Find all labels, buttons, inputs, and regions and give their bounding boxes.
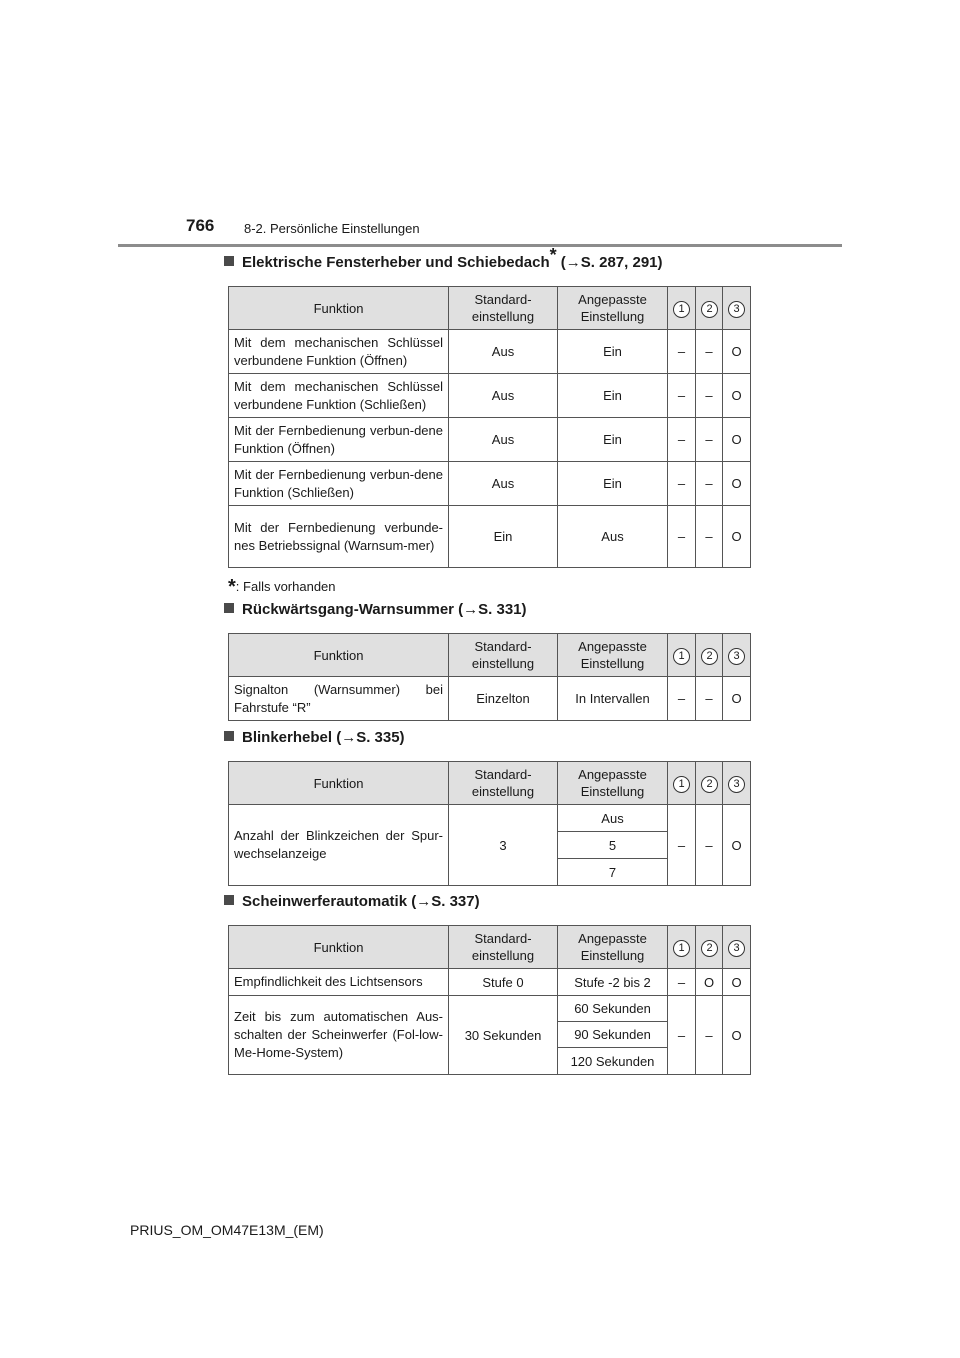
cell-default: Aus <box>449 418 558 462</box>
section-title: Elektrische Fensterheber und Schiebedach <box>242 254 550 271</box>
column-header-function: Funktion <box>229 287 449 330</box>
cell-c3: O <box>723 677 751 721</box>
cell-c1: – <box>668 969 696 996</box>
circled-3-icon: 3 <box>728 940 745 957</box>
section-title: Rückwärtsgang-Warnsummer <box>242 601 454 618</box>
section-heading-scheinwerferautomatik <box>224 893 480 910</box>
settings-table-blinkerhebel <box>228 761 751 886</box>
column-header-1 <box>668 762 696 805</box>
cell-c1: – <box>668 330 696 374</box>
cell-default: Aus <box>449 462 558 506</box>
cell-c2: – <box>696 506 723 568</box>
cell-c2: – <box>696 996 723 1075</box>
footnote-marker: * <box>549 245 557 265</box>
column-header-1 <box>668 287 696 330</box>
column-header-custom: Angepasste Einstellung <box>558 287 668 330</box>
cell-c2: – <box>696 374 723 418</box>
circled-1-icon: 1 <box>673 776 690 793</box>
header-divider <box>118 244 842 247</box>
cell-c3: O <box>723 506 751 568</box>
settings-table-warnsummer <box>228 633 751 721</box>
cell-custom: Ein <box>558 374 668 418</box>
section-heading-warnsummer <box>224 601 527 618</box>
cell-c1: – <box>668 805 696 886</box>
column-header-custom: Angepasste Einstellung <box>558 926 668 969</box>
column-header-2 <box>696 634 723 677</box>
cell-default: Einzelton <box>449 677 558 721</box>
cell-c3: O <box>723 969 751 996</box>
column-header-custom: Angepasste Einstellung <box>558 762 668 805</box>
table-row <box>229 996 751 1022</box>
section-heading-blinkerhebel <box>224 729 405 746</box>
square-bullet-icon <box>224 731 234 741</box>
square-bullet-icon <box>224 256 234 266</box>
column-header-3 <box>723 634 751 677</box>
cell-custom: 5 <box>558 832 668 859</box>
cell-c1: – <box>668 996 696 1075</box>
cell-custom: 60 Sekunden <box>558 996 668 1022</box>
section-heading-fensterheber <box>224 245 663 271</box>
column-header-2 <box>696 287 723 330</box>
cell-custom: Aus <box>558 805 668 832</box>
cell-default: Aus <box>449 374 558 418</box>
column-header-2 <box>696 762 723 805</box>
column-header-default: Standard-einstellung <box>449 926 558 969</box>
cell-function: Mit dem mechanischen Schlüssel verbundene Funktion (Schließen) <box>229 374 449 418</box>
column-header-2 <box>696 926 723 969</box>
column-header-3 <box>723 287 751 330</box>
column-header-function: Funktion <box>229 762 449 805</box>
table-header-row <box>229 287 751 330</box>
cell-c2: – <box>696 330 723 374</box>
cell-c2: – <box>696 677 723 721</box>
cell-custom: Aus <box>558 506 668 568</box>
cell-custom: 120 Sekunden <box>558 1048 668 1075</box>
section-reference: (→S. 331) <box>454 601 527 618</box>
cell-function: Zeit bis zum automatischen Aus-schalten der Scheinwerfer (Fol-low-Me-Home-System) <box>229 996 449 1075</box>
cell-c2: O <box>696 969 723 996</box>
table-header-row <box>229 926 751 969</box>
cell-function: Mit der Fernbedienung verbun-dene Funktion (Öffnen) <box>229 418 449 462</box>
circled-3-icon: 3 <box>728 648 745 665</box>
section-reference: (→S. 337) <box>407 893 480 910</box>
cell-function: Mit der Fernbedienung verbun-dene Funktion (Schließen) <box>229 462 449 506</box>
settings-table-scheinwerferautomatik <box>228 925 751 1075</box>
cell-custom: 90 Sekunden <box>558 1022 668 1048</box>
cell-custom: Stufe -2 bis 2 <box>558 969 668 996</box>
footnote-marker: * <box>228 576 236 598</box>
square-bullet-icon <box>224 895 234 905</box>
circled-2-icon: 2 <box>701 648 718 665</box>
cell-c3: O <box>723 374 751 418</box>
cell-function: Mit der Fernbedienung verbunde-nes Betriebssignal (Warnsum-mer) <box>229 506 449 568</box>
column-header-1 <box>668 634 696 677</box>
section-title: Blinkerhebel <box>242 729 333 746</box>
column-header-default: Standard-einstellung <box>449 762 558 805</box>
cell-custom: In Intervallen <box>558 677 668 721</box>
column-header-3 <box>723 926 751 969</box>
cell-default: 3 <box>449 805 558 886</box>
cell-c2: – <box>696 462 723 506</box>
column-header-1 <box>668 926 696 969</box>
circled-2-icon: 2 <box>701 301 718 318</box>
section-header-title: 8-2. Persönliche Einstellungen <box>244 221 420 236</box>
cell-custom: Ein <box>558 462 668 506</box>
cell-default: Stufe 0 <box>449 969 558 996</box>
table-row <box>229 969 751 996</box>
column-header-default: Standard-einstellung <box>449 634 558 677</box>
circled-2-icon: 2 <box>701 776 718 793</box>
circled-3-icon: 3 <box>728 776 745 793</box>
cell-c1: – <box>668 418 696 462</box>
column-header-function: Funktion <box>229 634 449 677</box>
cell-c3: O <box>723 805 751 886</box>
table-row <box>229 805 751 832</box>
footnote-text: : Falls vorhanden <box>235 579 336 594</box>
cell-c1: – <box>668 374 696 418</box>
square-bullet-icon <box>224 603 234 613</box>
cell-c3: O <box>723 462 751 506</box>
table-header-row <box>229 762 751 805</box>
table-header-row <box>229 634 751 677</box>
table-row <box>229 677 751 721</box>
circled-1-icon: 1 <box>673 648 690 665</box>
column-header-custom: Angepasste Einstellung <box>558 634 668 677</box>
cell-c3: O <box>723 418 751 462</box>
table-row <box>229 374 751 418</box>
column-header-3 <box>723 762 751 805</box>
cell-default: Aus <box>449 330 558 374</box>
section-reference: (→S. 287, 291) <box>556 254 663 271</box>
circled-2-icon: 2 <box>701 940 718 957</box>
cell-function: Mit dem mechanischen Schlüssel verbundene Funktion (Öffnen) <box>229 330 449 374</box>
cell-c1: – <box>668 677 696 721</box>
column-header-function: Funktion <box>229 926 449 969</box>
cell-function: Empfindlichkeit des Lichtsensors <box>229 969 449 996</box>
circled-1-icon: 1 <box>673 940 690 957</box>
cell-custom: 7 <box>558 859 668 886</box>
table-row <box>229 462 751 506</box>
settings-table-fensterheber <box>228 286 751 568</box>
document-code: PRIUS_OM_OM47E13M_(EM) <box>130 1222 324 1238</box>
section-reference: (→S. 335) <box>332 729 405 746</box>
column-header-default: Standard-einstellung <box>449 287 558 330</box>
footnote <box>228 576 336 599</box>
cell-c2: – <box>696 418 723 462</box>
page-number: 766 <box>186 216 215 235</box>
cell-default: 30 Sekunden <box>449 996 558 1075</box>
cell-c3: O <box>723 996 751 1075</box>
cell-custom: Ein <box>558 418 668 462</box>
cell-default: Ein <box>449 506 558 568</box>
table-row <box>229 330 751 374</box>
cell-c1: – <box>668 506 696 568</box>
circled-3-icon: 3 <box>728 301 745 318</box>
cell-function: Anzahl der Blinkzeichen der Spur-wechselanzeige <box>229 805 449 886</box>
cell-c2: – <box>696 805 723 886</box>
section-title: Scheinwerferautomatik <box>242 893 408 910</box>
table-row <box>229 418 751 462</box>
table-row <box>229 506 751 568</box>
circled-1-icon: 1 <box>673 301 690 318</box>
cell-c3: O <box>723 330 751 374</box>
cell-c1: – <box>668 462 696 506</box>
cell-function: Signalton (Warnsummer) bei Fahrstufe “R” <box>229 677 449 721</box>
cell-custom: Ein <box>558 330 668 374</box>
